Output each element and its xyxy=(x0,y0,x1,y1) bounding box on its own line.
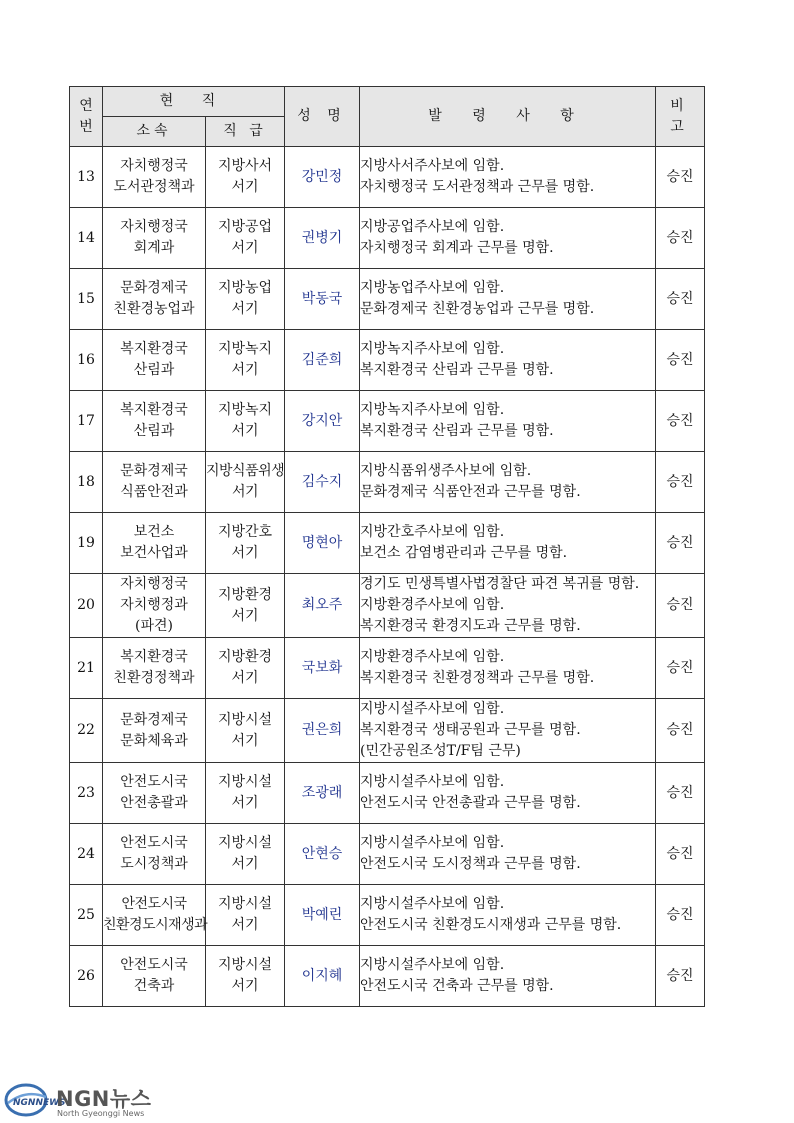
order-line: 지방시설주사보에 임함. xyxy=(360,774,505,790)
grade-line: 지방농업 xyxy=(217,280,273,296)
order-line: 지방녹지주사보에 임함. xyxy=(360,402,505,418)
table-row xyxy=(70,147,705,208)
unit-line: 안전도시국 xyxy=(120,774,188,790)
order-line: 지방시설주사보에 임함. xyxy=(360,896,505,912)
table-row xyxy=(70,574,705,638)
row-note: 승진 xyxy=(656,574,705,638)
row-number: 17 xyxy=(70,391,103,452)
grade-line: 지방간호 xyxy=(217,524,273,540)
row-name: 박동국 xyxy=(285,269,360,330)
logo-mark-text: NGNNEWS xyxy=(13,1098,66,1108)
grade-line: 지방녹지 xyxy=(217,402,273,418)
unit-line: 보건소 xyxy=(133,524,175,540)
order-line: 안전도시국 안전총괄과 근무를 명함. xyxy=(360,795,581,811)
row-name: 안현승 xyxy=(285,824,360,885)
row-number: 19 xyxy=(70,513,103,574)
row-orders xyxy=(360,330,656,391)
row-name: 최오주 xyxy=(285,574,360,638)
row-unit xyxy=(103,330,206,391)
ngn-news-logo xyxy=(4,1083,174,1117)
order-line: 보건소 감염병관리과 근무를 명함. xyxy=(360,545,568,561)
order-line: 경기도 민생특별사법경찰단 파견 복귀를 명함. xyxy=(360,576,640,592)
grade-line: 서기 xyxy=(231,423,259,439)
unit-line: 보건사업과 xyxy=(120,545,188,561)
grade-line: 지방시설 xyxy=(217,896,273,912)
row-grade xyxy=(206,699,285,763)
row-name: 강민정 xyxy=(285,147,360,208)
row-unit xyxy=(103,946,206,1007)
row-note: 승진 xyxy=(656,330,705,391)
row-unit xyxy=(103,452,206,513)
row-name: 이지혜 xyxy=(285,946,360,1007)
order-line: 복지환경국 생태공원과 근무를 명함. xyxy=(360,722,581,738)
grade-line: 서기 xyxy=(231,240,259,256)
unit-line: 문화경제국 xyxy=(120,280,188,296)
order-line: 안전도시국 도시정책과 근무를 명함. xyxy=(360,856,581,872)
table-row xyxy=(70,824,705,885)
row-orders xyxy=(360,208,656,269)
unit-line: 자치행정국 xyxy=(120,576,188,592)
table-row xyxy=(70,763,705,824)
table-body xyxy=(70,147,705,1007)
order-line: 지방농업주사보에 임함. xyxy=(360,280,505,296)
order-line: 복지환경국 산림과 근무를 명함. xyxy=(360,362,554,378)
row-number: 23 xyxy=(70,763,103,824)
table-row xyxy=(70,946,705,1007)
grade-line: 서기 xyxy=(231,856,259,872)
grade-line: 지방시설 xyxy=(217,774,273,790)
row-grade xyxy=(206,208,285,269)
row-note: 승진 xyxy=(656,638,705,699)
row-grade xyxy=(206,513,285,574)
unit-line: 자치행정과 xyxy=(120,597,188,613)
row-grade xyxy=(206,330,285,391)
row-grade xyxy=(206,638,285,699)
grade-line: 서기 xyxy=(231,978,259,994)
table-row xyxy=(70,269,705,330)
unit-line: 친환경정책과 xyxy=(113,670,195,686)
row-orders xyxy=(360,574,656,638)
row-orders xyxy=(360,147,656,208)
row-orders xyxy=(360,763,656,824)
row-orders xyxy=(360,513,656,574)
row-note: 승진 xyxy=(656,208,705,269)
order-line: 지방간호주사보에 임함. xyxy=(360,524,505,540)
row-orders xyxy=(360,699,656,763)
table-row xyxy=(70,452,705,513)
row-note: 승진 xyxy=(656,269,705,330)
unit-line: 안전총괄과 xyxy=(120,795,188,811)
table-row xyxy=(70,638,705,699)
grade-line: 지방환경 xyxy=(217,649,273,665)
row-orders xyxy=(360,452,656,513)
row-name: 국보화 xyxy=(285,638,360,699)
header-name: 성 명 xyxy=(285,87,360,147)
row-number: 18 xyxy=(70,452,103,513)
row-number: 21 xyxy=(70,638,103,699)
unit-line: 도시정책과 xyxy=(120,856,188,872)
unit-line: 복지환경국 xyxy=(120,649,188,665)
order-line: 지방공업주사보에 임함. xyxy=(360,219,505,235)
ngn-globe-icon xyxy=(4,1083,66,1117)
row-number: 15 xyxy=(70,269,103,330)
order-line: 지방시설주사보에 임함. xyxy=(360,835,505,851)
unit-line: 산림과 xyxy=(133,362,175,378)
order-line: 자치행정국 회계과 근무를 명함. xyxy=(360,240,554,256)
grade-line: 지방시설 xyxy=(217,835,273,851)
unit-line: (파견) xyxy=(135,618,173,634)
order-line: 안전도시국 건축과 근무를 명함. xyxy=(360,978,554,994)
grade-line: 서기 xyxy=(231,917,259,933)
unit-line: 친환경도시재생과 xyxy=(103,917,208,933)
order-line: 복지환경국 환경지도과 근무를 명함. xyxy=(360,618,581,634)
order-line: 지방시설주사보에 임함. xyxy=(360,957,505,973)
unit-line: 자치행정국 xyxy=(120,219,188,235)
table-row xyxy=(70,699,705,763)
order-line: (민간공원조성T/F팀 근무) xyxy=(360,743,521,759)
row-unit xyxy=(103,513,206,574)
order-line: 지방시설주사보에 임함. xyxy=(360,701,505,717)
row-orders xyxy=(360,885,656,946)
row-unit xyxy=(103,391,206,452)
header-note: 비 고 xyxy=(656,87,705,147)
order-line: 지방녹지주사보에 임함. xyxy=(360,341,505,357)
unit-line: 자치행정국 xyxy=(120,158,188,174)
row-note: 승진 xyxy=(656,147,705,208)
order-line: 복지환경국 산림과 근무를 명함. xyxy=(360,423,554,439)
table-row xyxy=(70,208,705,269)
row-unit xyxy=(103,574,206,638)
row-orders xyxy=(360,946,656,1007)
logo-brand: NGN뉴스 xyxy=(56,1087,152,1111)
row-grade xyxy=(206,452,285,513)
row-grade xyxy=(206,763,285,824)
unit-line: 회계과 xyxy=(133,240,175,256)
row-name: 강지안 xyxy=(285,391,360,452)
logo-subtitle: North Gyeonggi News xyxy=(57,1109,145,1118)
row-note: 승진 xyxy=(656,452,705,513)
unit-line: 문화경제국 xyxy=(120,711,188,728)
row-number: 16 xyxy=(70,330,103,391)
unit-line: 도서관정책과 xyxy=(113,179,195,195)
row-number: 26 xyxy=(70,946,103,1007)
grade-line: 지방식품위생 xyxy=(206,463,285,479)
unit-line: 안전도시국 xyxy=(120,835,188,851)
row-orders xyxy=(360,391,656,452)
row-note: 승진 xyxy=(656,946,705,1007)
row-note: 승진 xyxy=(656,763,705,824)
row-name: 권은희 xyxy=(285,699,360,763)
grade-line: 서기 xyxy=(231,732,259,749)
row-unit xyxy=(103,763,206,824)
row-number: 24 xyxy=(70,824,103,885)
row-number: 22 xyxy=(70,699,103,763)
order-line: 지방환경주사보에 임함. xyxy=(360,597,505,613)
grade-line: 지방시설 xyxy=(217,957,273,973)
row-grade xyxy=(206,269,285,330)
row-unit xyxy=(103,638,206,699)
unit-line: 안전도시국 xyxy=(120,957,188,973)
header-no: 연 번 xyxy=(70,87,103,147)
row-number: 14 xyxy=(70,208,103,269)
row-name: 명현아 xyxy=(285,513,360,574)
row-unit xyxy=(103,269,206,330)
row-unit xyxy=(103,824,206,885)
row-name: 김준희 xyxy=(285,330,360,391)
grade-line: 지방환경 xyxy=(217,586,273,603)
row-unit xyxy=(103,147,206,208)
order-line: 지방환경주사보에 임함. xyxy=(360,649,505,665)
unit-line: 문화체육과 xyxy=(120,732,188,749)
unit-line: 안전도시국 xyxy=(121,896,187,912)
row-grade xyxy=(206,824,285,885)
order-line: 안전도시국 친환경도시재생과 근무를 명함. xyxy=(360,917,622,933)
row-note: 승진 xyxy=(656,513,705,574)
row-grade xyxy=(206,885,285,946)
order-line: 문화경제국 친환경농업과 근무를 명함. xyxy=(360,301,595,317)
row-name: 박예린 xyxy=(285,885,360,946)
row-note: 승진 xyxy=(656,885,705,946)
row-grade xyxy=(206,147,285,208)
table-row xyxy=(70,885,705,946)
row-note: 승진 xyxy=(656,391,705,452)
grade-line: 지방녹지 xyxy=(217,341,273,357)
header-unit: 소속 xyxy=(103,117,206,147)
row-number: 13 xyxy=(70,147,103,208)
order-line: 지방식품위생주사보에 임함. xyxy=(360,463,532,479)
unit-line: 건축과 xyxy=(133,978,175,994)
unit-line: 식품안전과 xyxy=(120,484,188,500)
grade-line: 지방사서 xyxy=(217,158,273,174)
order-line: 복지환경국 친환경정책과 근무를 명함. xyxy=(360,670,595,686)
order-line: 문화경제국 식품안전과 근무를 명함. xyxy=(360,484,581,500)
row-orders xyxy=(360,638,656,699)
order-line: 지방사서주사보에 임함. xyxy=(360,158,505,174)
row-number: 20 xyxy=(70,574,103,638)
grade-line: 서기 xyxy=(231,484,259,500)
row-orders xyxy=(360,824,656,885)
unit-line: 문화경제국 xyxy=(120,463,188,479)
row-unit xyxy=(103,885,206,946)
unit-line: 산림과 xyxy=(133,423,175,439)
grade-line: 서기 xyxy=(231,607,259,624)
row-orders xyxy=(360,269,656,330)
row-grade xyxy=(206,946,285,1007)
row-grade xyxy=(206,391,285,452)
grade-line: 지방시설 xyxy=(217,711,273,728)
unit-line: 친환경농업과 xyxy=(113,301,195,317)
grade-line: 서기 xyxy=(231,179,259,195)
grade-line: 서기 xyxy=(231,795,259,811)
row-note: 승진 xyxy=(656,824,705,885)
row-unit xyxy=(103,699,206,763)
row-name: 김수지 xyxy=(285,452,360,513)
row-name: 권병기 xyxy=(285,208,360,269)
row-name: 조광래 xyxy=(285,763,360,824)
row-number: 25 xyxy=(70,885,103,946)
unit-line: 복지환경국 xyxy=(120,402,188,418)
table-row xyxy=(70,391,705,452)
header-orders: 발 령 사 항 xyxy=(360,87,656,147)
grade-line: 서기 xyxy=(231,301,259,317)
grade-line: 서기 xyxy=(231,670,259,686)
header-current-position: 현 직 xyxy=(103,87,285,117)
header-grade: 직 급 xyxy=(206,117,285,147)
row-grade xyxy=(206,574,285,638)
row-note: 승진 xyxy=(656,699,705,763)
grade-line: 지방공업 xyxy=(217,219,273,235)
row-unit xyxy=(103,208,206,269)
order-line: 자치행정국 도서관정책과 근무를 명함. xyxy=(360,179,595,195)
table-row xyxy=(70,330,705,391)
grade-line: 서기 xyxy=(231,545,259,561)
table-row xyxy=(70,513,705,574)
unit-line: 복지환경국 xyxy=(120,341,188,357)
personnel-orders-table xyxy=(69,86,705,1007)
grade-line: 서기 xyxy=(231,362,259,378)
